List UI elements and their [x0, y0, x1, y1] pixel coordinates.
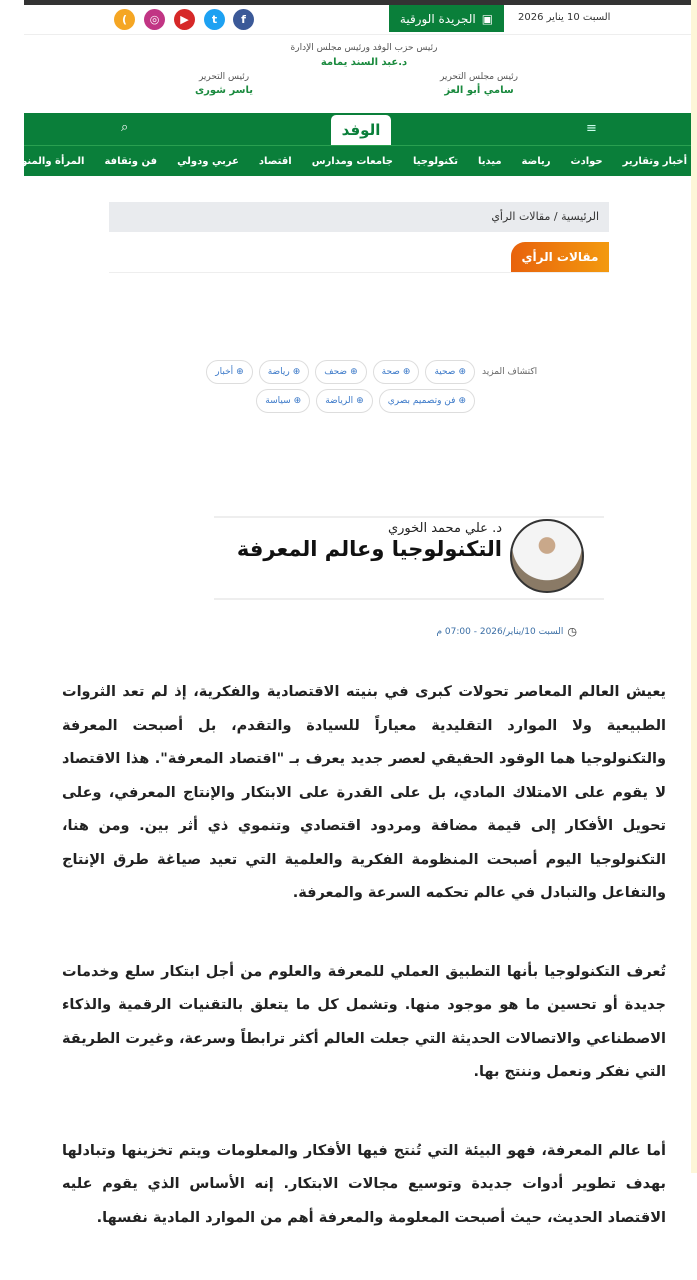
board-name: سامي أبو العز: [444, 85, 514, 96]
tag-chip[interactable]: [256, 389, 310, 413]
rss-icon[interactable]: ): [114, 9, 135, 30]
breadcrumb-separator: /: [553, 210, 558, 223]
breadcrumb: [109, 202, 609, 232]
author-name[interactable]: د. علي محمد الخوري: [387, 521, 502, 536]
nav-item[interactable]: عربي ودولي: [177, 155, 239, 167]
facebook-icon[interactable]: f: [233, 9, 254, 30]
clock-icon: ◷: [567, 625, 577, 638]
plus-circle-icon: ⊕: [350, 367, 358, 377]
paragraph: أما عالم المعرفة، فهو البيئة التي تُنتج فيها الأفكار والمعلومات ويتم تخزينها وتبادلها بهدف تطوير أدوات جديدة وتوسيع مجالات الابتكار. إنه الأساس الذي يقوم عليه الاقتصاد الحديث، حيث أصبحت المعلومة والمعرفة أهم من الموارد المادية نفسها.: [62, 1142, 666, 1226]
twitter-icon[interactable]: t: [204, 9, 225, 30]
site-logo[interactable]: الوفد: [331, 115, 391, 145]
search-icon[interactable]: ⌕: [121, 120, 129, 135]
explore-label: اكتشاف المزيد: [482, 367, 538, 377]
tag-label: صحية: [434, 367, 456, 377]
nav-item[interactable]: جامعات ومدارس: [311, 155, 393, 167]
divider: [214, 598, 604, 600]
plus-circle-icon: ⊕: [402, 367, 411, 377]
divider: [24, 34, 691, 35]
nav-item[interactable]: ميديا: [477, 155, 502, 167]
divider: [214, 516, 604, 518]
scroll-edge: [691, 0, 697, 1173]
tag-chip[interactable]: [379, 389, 475, 413]
instagram-icon[interactable]: ◎: [144, 9, 165, 30]
current-date: السبت 10 يناير 2026: [518, 12, 611, 23]
top-bar: [24, 0, 691, 5]
nav-item[interactable]: رياضة: [521, 155, 551, 167]
plus-circle-icon: ⊕: [458, 396, 466, 406]
divider: [109, 272, 609, 273]
tag-chip[interactable]: [206, 360, 252, 384]
paragraph: يعيش العالم المعاصر تحولات كبرى في بنيته الاقتصادية والفكرية، إذ لم تعد الثروات الطبيعية ولا الموارد التقليدية معياراً للسيادة والتقدم، بل أصبحت المعرفة والتكنولوجيا هما الوقود الحقيقي لعصر جديد يعرف بـ "اقتصاد المعرفة". هذا الاقتصاد لا يقوم على الامتلاك المادي، بل على القدرة على الابتكار والإنتاج المعرفي، وعلى تحويل الأفكار إلى قيمة مضافة ومردود اقتصادي وتنموي ذي أثر بين. ومن هنا، التكنولوجيا اليوم أصبحت المنظومة الفكرية والعلمية التي تعيد صياغة طرق الإنتاج والتفاعل والتبادل في عالم تحكمه السرعة والمعرفة.: [62, 684, 666, 901]
plus-circle-icon: ⊕: [236, 367, 244, 377]
plus-circle-icon: ⊕: [458, 367, 466, 377]
tag-label: صحة: [381, 367, 400, 377]
breadcrumb-home[interactable]: الرئيسية: [561, 210, 599, 223]
nav-item[interactable]: المرأة والمنوعات: [0, 155, 85, 167]
tag-chip[interactable]: [316, 389, 372, 413]
tag-label: رياضة: [267, 367, 290, 377]
menu-icon[interactable]: ≡: [586, 121, 597, 136]
editor-title: رئيس التحرير: [198, 72, 250, 82]
plus-circle-icon: ⊕: [293, 396, 302, 406]
plus-circle-icon: ⊕: [292, 367, 301, 377]
board-title: رئيس مجلس التحرير: [439, 72, 519, 82]
chair-name: د.عبد السند يمامة: [320, 57, 408, 68]
section-tab[interactable]: مقالات الرأي: [511, 242, 609, 272]
publish-date: [436, 625, 577, 638]
article-title: التكنولوجيا وعالم المعرفة: [236, 537, 502, 561]
tags-row: [206, 360, 475, 384]
youtube-icon[interactable]: ▶: [174, 9, 195, 30]
nav-item[interactable]: اقتصاد: [258, 155, 292, 167]
tag-label: فن وتصميم بصري: [387, 396, 456, 406]
newspaper-icon: ▣: [481, 11, 494, 26]
paper-edition-label: الجريدة الورقية: [399, 11, 476, 26]
paragraph: تُعرف التكنولوجيا بأنها التطبيق العملي للمعرفة والعلوم من أجل ابتكار سلع وخدمات جديدة أو تحسين ما هو موجود منها. وتشمل كل ما يتعلق بالتقنيات الرقمية والذكاء الاصطناعي والاتصالات الحديثة التي جعلت العالم أكثر ترابطاً وسرعة، وغيرت الطريقة التي نفكر ونعمل وننتج بها.: [62, 963, 666, 1080]
tag-label: ضحف: [324, 367, 348, 377]
tag-label: الرياضة: [325, 396, 354, 406]
plus-circle-icon: ⊕: [356, 396, 364, 406]
tag-chip[interactable]: [425, 360, 475, 384]
author-avatar: [510, 519, 584, 593]
main-nav: [0, 146, 691, 176]
tags-row: [256, 389, 475, 413]
tag-label: سياسة: [265, 396, 291, 406]
nav-item[interactable]: فن وثقافة: [104, 155, 158, 167]
nav-item[interactable]: حوادث: [570, 155, 603, 167]
nav-item[interactable]: أخبار وتقارير: [622, 155, 687, 167]
editor-name: ياسر شورى: [194, 85, 254, 96]
publish-date-text: السبت 10/يناير/2026 - 07:00 م: [436, 626, 564, 637]
tag-chip[interactable]: [259, 360, 310, 384]
tag-chip[interactable]: [315, 360, 366, 384]
chair-title: رئيس حزب الوفد ورئيس مجلس الإدارة: [290, 43, 438, 53]
article-body: [62, 676, 666, 1280]
nav-item[interactable]: تكنولوجيا: [412, 155, 458, 167]
paper-edition-button[interactable]: [389, 5, 504, 32]
tag-label: أخبار: [215, 367, 234, 377]
breadcrumb-current: مقالات الرأي: [491, 210, 551, 223]
tag-chip[interactable]: [373, 360, 420, 384]
